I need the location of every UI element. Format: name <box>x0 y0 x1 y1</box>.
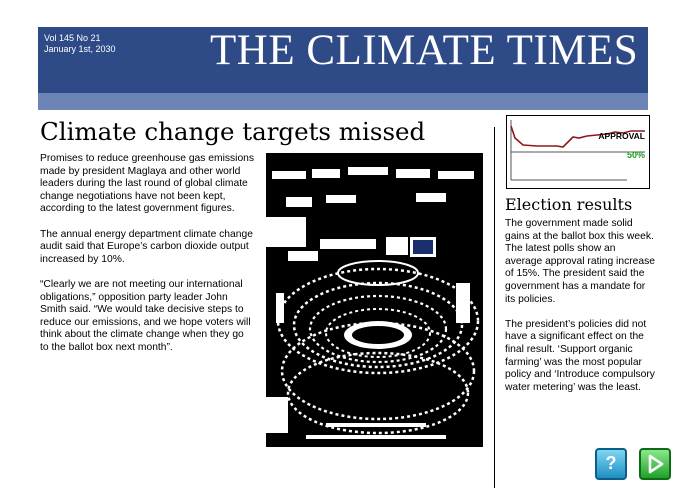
help-button[interactable] <box>595 448 627 480</box>
issue-info <box>44 33 116 55</box>
sidebar-heading: Election results <box>505 195 633 214</box>
approval-label: APPROVAL <box>598 131 645 141</box>
parliament-photo <box>266 153 483 447</box>
article-paragraph: The annual energy department climate change audit said that Europe’s carbon dioxide output increased by 10%. <box>40 228 253 265</box>
article-paragraph: “Clearly we are not meeting our international obligations,” opposition party leader John Smith said. “We would take decisive steps to reduce our emissions, and we hope voters will think about the climate change when they go to the ballot box next month”. <box>40 278 251 353</box>
article-headline: Climate change targets missed <box>40 117 426 146</box>
sidebar-body <box>505 218 655 407</box>
newspaper-title: THE CLIMATE TIMES <box>210 27 639 74</box>
article-paragraph: Promises to reduce greenhouse gas emissions made by president Maglaya and other world leaders during the last round of global climate change negotiations have not been kept, according to the latest government figures. <box>40 153 255 215</box>
help-icon: ? <box>605 453 617 473</box>
next-button[interactable] <box>639 448 671 480</box>
volume-number: Vol 145 No 21 <box>44 33 101 43</box>
approval-chart <box>506 115 650 189</box>
sidebar-paragraph: The government made solid gains at the ballot box this week. The latest polls show an average approval rating increase of 15%. The president said the government has a mandate for its policies. <box>505 218 655 305</box>
sidebar-paragraph: The president’s policies did not have a significant effect on the final result. ‘Support organic farming’ was the most popular policy and ‘Introduce compulsory water metering’ was the least. <box>505 318 655 393</box>
masthead-subbar <box>38 93 648 110</box>
approval-percent: 50% <box>626 150 645 160</box>
issue-date: January 1st, 2030 <box>44 44 116 54</box>
column-divider <box>494 127 495 488</box>
parliament-chamber-image <box>266 153 483 447</box>
article-body <box>40 153 255 367</box>
play-arrow-icon <box>641 450 669 478</box>
